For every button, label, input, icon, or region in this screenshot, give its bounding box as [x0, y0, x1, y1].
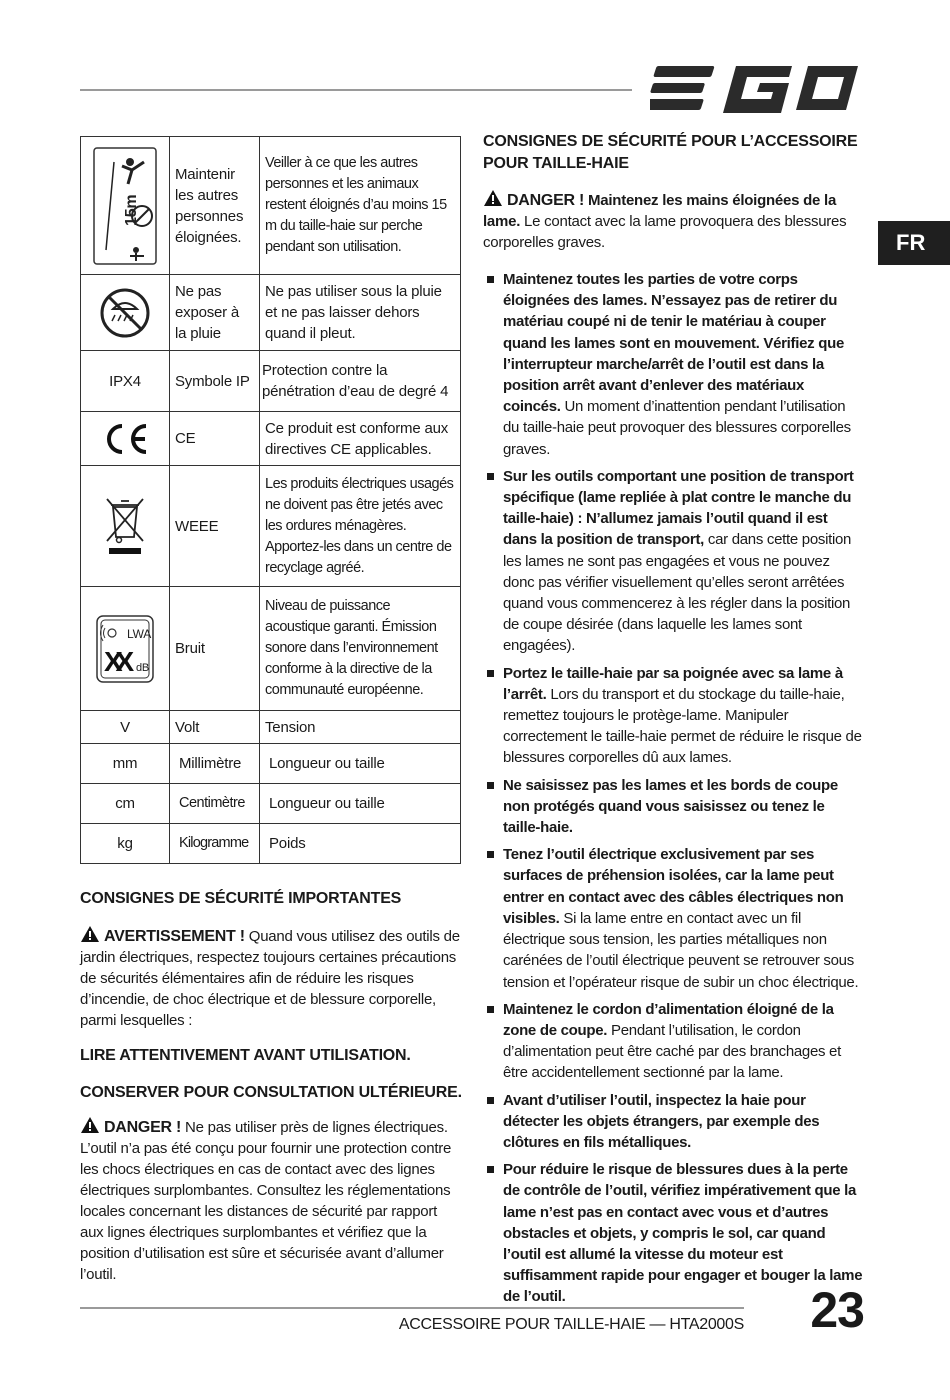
warning-triangle-icon — [80, 1116, 100, 1134]
header-rule — [80, 89, 632, 91]
svg-text:LWA: LWA — [127, 626, 152, 641]
symbol-code: cm — [81, 784, 170, 824]
section-heading: CONSIGNES DE SÉCURITÉ POUR L’ACCESSOIRE POUR TAILLE-HAIE — [483, 133, 858, 172]
list-item: Pour réduire le risque de blessures dues à la perte de contrôle de l’outil, vérifiez impérativement que la lame n’est pas en contact avec vous et d’autres obstacles et objets, y compris le sol, car quand l’outil est allumé la vitesse du moteur est suffisamment rapide pour engager et bouger la lame de l’outil. — [483, 1159, 863, 1307]
section-heading: CONSIGNES DE SÉCURITÉ IMPORTANTES — [80, 890, 402, 907]
symbol-cell — [81, 587, 170, 711]
page-number: 23 — [810, 1282, 864, 1338]
symbol-label: CE — [170, 412, 260, 466]
symbol-label: Millimètre — [170, 744, 260, 784]
symbol-description: Les produits électriques usagés ne doivent pas être jetés avec les ordures ménagères. Apportez-les dans un centre de recyclage agréé. — [260, 466, 461, 587]
symbol-cell — [81, 466, 170, 587]
warning-text: Quand vous utilisez des outils de jardin électriques, respectez toujours certaines précautions de sécurités élémentaires afin de réduire les risques d’incendie, de choc électrique et de blessure corporelle, parmi lesquelles : — [80, 928, 460, 1029]
symbol-description: Protection contre la pénétration d’eau de degré 4 — [260, 351, 461, 412]
list-item: Maintenez le cordon d’alimentation éloigné de la zone de coupe. Pendant l’utilisation, le cordon d’alimentation peut être caché par des branchages et être accidentellement sectionné par la lame. — [483, 999, 863, 1084]
symbol-code: mm — [81, 744, 170, 784]
safety-list — [483, 269, 863, 1308]
symbol-label: Bruit — [170, 587, 260, 711]
symbol-description: Ne pas utiliser sous la pluie et ne pas laisser dehors quand il pleut. — [260, 275, 461, 351]
symbol-description: Ce produit est conforme aux directives CE applicables. — [260, 412, 461, 466]
footer-title: ACCESSOIRE POUR TAILLE-HAIE — HTA2000S — [398, 1316, 744, 1333]
list-item: Ne saisissez pas les lames et les bords de coupe non protégés quand vous saisissez ou tenez le taille-haie. — [483, 775, 863, 839]
danger-label: DANGER ! — [104, 1119, 182, 1136]
left-column — [80, 888, 462, 1285]
keep-distance-icon — [92, 146, 158, 266]
table-row — [81, 466, 461, 587]
symbol-description: Poids — [260, 824, 461, 864]
ego-logo — [650, 62, 862, 114]
symbol-label: Volt — [170, 711, 260, 744]
list-item: Sur les outils comportant une position de transport spécifique (lame repliée à plat contre le manche du taille-haie) : N’allumez jamais l’outil quand il est dans la position de transport, car dans cette position les lames ne sont pas engagées et vous ne pouvez donc pas vérifier visuellement qu’elles seront arrêtées quand vous commencerez à les régler dans la position de coupe désirée (dans laquelle les lames sont engagées). — [483, 466, 863, 657]
danger-label: DANGER ! — [507, 192, 585, 209]
table-row — [81, 351, 461, 412]
warning-label: AVERTISSEMENT ! — [104, 928, 245, 945]
warning-triangle-icon — [80, 925, 100, 943]
symbols-table — [80, 136, 461, 864]
warning-paragraph — [80, 925, 462, 1031]
danger-bold-text: Maintenez les mains éloignées de la lame. — [483, 192, 837, 230]
list-item: Portez le taille-haie par sa poignée avec sa lame à l’arrêt. Lors du transport et du stockage du taille-haie, remettez toujours le protège-lame. Manipuler correctement le taille-haie permet de réduire le risque de blessures corporelles dû aux lames. — [483, 663, 863, 769]
table-row — [81, 587, 461, 711]
symbol-description: Longueur ou taille — [260, 744, 461, 784]
list-item: Maintenez toutes les parties de votre corps éloignées des lames. N’essayez pas de retirer du matériau coupé ni de tenir le matériau à couper quand les lames sont en mouvement. Vérifiez que l’interrupteur marche/arrêt de l’outil est dans la position arrêt avant d’enlever des matériaux coincés. Un moment d’inattention pendant l’utilisation du taille-haie peut provoquer des blessures corporelles graves. — [483, 269, 863, 460]
table-row — [81, 744, 461, 784]
list-item: Tenez l’outil électrique exclusivement par ses surfaces de préhension isolées, car la lame peut entrer en contact avec des câbles électriques non visibles. Si la lame entre en contact avec un fil électrique sous tension, les parties métalliques non carénées de l’outil électrique peuvent se retrouver sous tension et l’opérateur risque de subir un choc électrique. — [483, 844, 863, 992]
right-column — [483, 131, 863, 1314]
symbol-cell — [81, 275, 170, 351]
danger-paragraph — [483, 189, 863, 253]
table-row — [81, 784, 461, 824]
weee-bin-icon — [103, 495, 147, 557]
symbol-description: Tension — [260, 711, 461, 744]
symbol-cell — [81, 412, 170, 466]
symbol-label: Centimètre — [170, 784, 260, 824]
no-rain-icon — [99, 287, 151, 339]
svg-text:XX: XX — [104, 645, 134, 677]
symbol-label: Kilogramme — [170, 824, 260, 864]
svg-text:15m: 15m — [123, 194, 140, 226]
symbol-description: Niveau de puissance acoustique garanti. Émission sonore dans l’environnement conforme à la directive de la communauté européenne. — [260, 587, 461, 711]
language-tab: FR — [878, 221, 950, 265]
symbol-cell — [81, 137, 170, 275]
footer-rule — [80, 1307, 744, 1309]
symbol-label: Symbole IP — [170, 351, 260, 412]
symbol-code: kg — [81, 824, 170, 864]
symbol-label: Ne pas exposer à la pluie — [170, 275, 260, 351]
symbol-label: WEEE — [170, 466, 260, 587]
table-row — [81, 711, 461, 744]
noise-level-icon — [95, 614, 155, 684]
table-row — [81, 412, 461, 466]
ce-mark-icon — [100, 422, 150, 456]
section-heading: LIRE ATTENTIVEMENT AVANT UTILISATION. — [80, 1047, 411, 1064]
table-row — [81, 824, 461, 864]
section-heading: CONSERVER POUR CONSULTATION ULTÉRIEURE. — [80, 1084, 462, 1101]
symbol-description: Longueur ou taille — [260, 784, 461, 824]
list-item: Avant d’utiliser l’outil, inspectez la haie pour détecter les objets étrangers, par exemple des clôtures en fils métalliques. — [483, 1090, 863, 1154]
symbol-code: IPX4 — [81, 351, 170, 412]
svg-text:dB: dB — [136, 661, 150, 674]
symbol-label: Maintenir les autres personnes éloignées. — [170, 137, 260, 275]
danger-text: Le contact avec la lame provoquera des blessures corporelles graves. — [483, 213, 847, 251]
symbol-description: Veiller à ce que les autres personnes et les animaux restent éloignés d’au moins 15 m du taille-haie sur perche pendant son utilisation. — [260, 137, 461, 275]
danger-paragraph — [80, 1116, 462, 1285]
table-row — [81, 275, 461, 351]
warning-triangle-icon — [483, 189, 503, 207]
danger-text: Ne pas utiliser près de lignes électriques. L’outil n’a pas été conçu pour fournir une protection contre les chocs électriques en cas de contact avec des lignes électriques surplombantes. Consultez les réglementations locales concernant les distances de sécurité par rapport aux lignes électriques surplombantes et vérifiez que la position d’utilisation est sûre et sécurisée avant d’allumer l’outil. — [80, 1119, 452, 1283]
symbol-code: V — [81, 711, 170, 744]
table-row — [81, 137, 461, 275]
